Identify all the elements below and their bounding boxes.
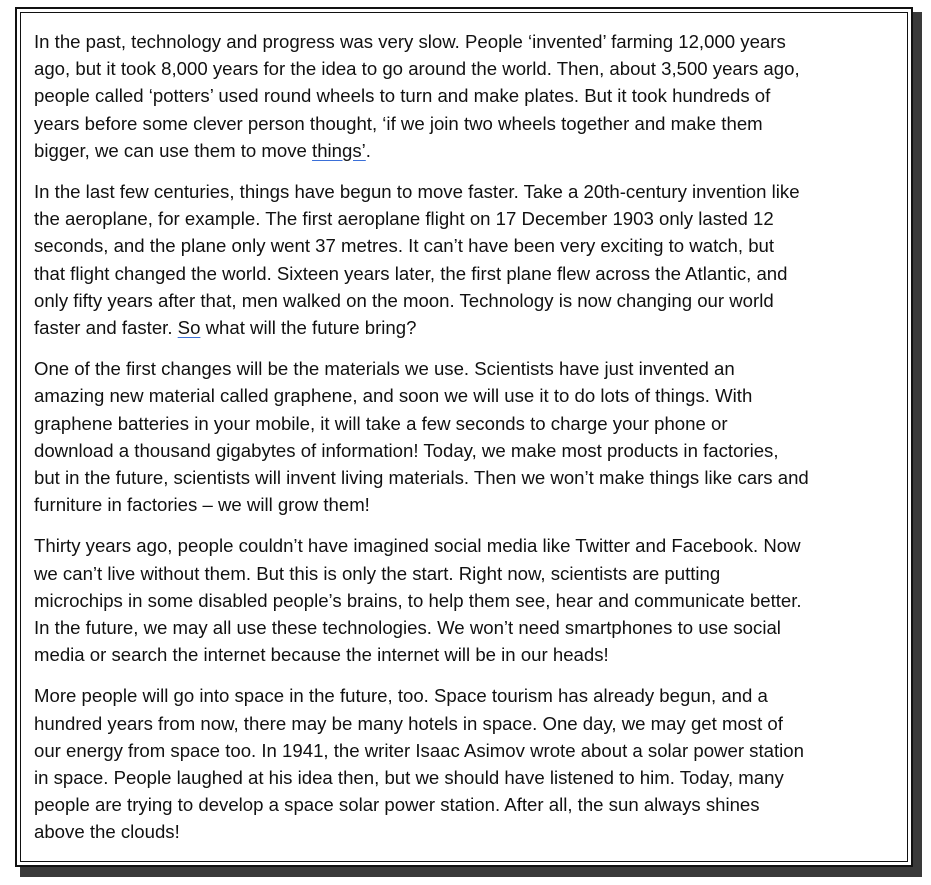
text-line: media or search the internet because the internet will be in our heads!	[34, 644, 609, 666]
text-line: we can’t live without them. But this is only the start. Right now, scientists are putting	[34, 562, 721, 584]
text-line: people called ‘potters’ used round wheels to turn and make plates. But it took hundreds of	[34, 85, 771, 107]
text-line: our energy from space too. In 1941, the writer Isaac Asimov wrote about a solar power station	[34, 739, 804, 761]
paragraph-1	[34, 28, 902, 164]
text-line	[34, 137, 902, 164]
text-line: In the future, we may all use these technologies. We won’t need smartphones to use social	[34, 617, 781, 639]
text-segment: .	[365, 139, 371, 161]
spellcheck-marked-word[interactable]: things’	[312, 139, 366, 161]
text-line: that flight changed the world. Sixteen years later, the first plane flew across the Atlantic, and	[34, 262, 788, 284]
text-line	[34, 314, 902, 341]
text-line: only fifty years after that, men walked on the moon. Technology is now changing our world	[34, 289, 774, 311]
text-line: in space. People laughed at his idea then, but we should have listened to him. Today, many	[34, 767, 784, 789]
text-line: More people will go into space in the future, too. Space tourism has already begun, and a	[34, 685, 768, 707]
text-line: hundred years from now, there may be many hotels in space. One day, we may get most of	[34, 712, 783, 734]
text-line: One of the first changes will be the materials we use. Scientists have just invented an	[34, 358, 735, 380]
text-segment: what will the future bring?	[200, 317, 417, 339]
text-box-frame	[15, 7, 913, 867]
text-segment: bigger, we can use them to move	[34, 139, 313, 161]
paragraph-5	[34, 682, 902, 845]
spellcheck-marked-word[interactable]: So	[177, 317, 201, 339]
text-line: seconds, and the plane only went 37 metres. It can’t have been very exciting to watch, but	[34, 235, 775, 257]
text-line: furniture in factories – we will grow them!	[34, 494, 370, 516]
text-line: download a thousand gigabytes of information! Today, we make most products in factories,	[34, 439, 779, 461]
text-line: but in the future, scientists will invent living materials. Then we won’t make things like cars and	[34, 467, 809, 489]
text-line: In the last few centuries, things have begun to move faster. Take a 20th-century invention like	[34, 181, 800, 203]
text-line: graphene batteries in your mobile, it will take a few seconds to charge your phone or	[34, 412, 728, 434]
paragraph-3	[34, 355, 902, 518]
document-text[interactable]	[34, 28, 902, 860]
text-line: years before some clever person thought, ‘if we join two wheels together and make them	[34, 112, 763, 134]
paragraph-4	[34, 532, 902, 668]
text-line: ago, but it took 8,000 years for the idea to go around the world. Then, about 3,500 years ago,	[34, 58, 800, 80]
text-line: In the past, technology and progress was very slow. People ‘invented’ farming 12,000 years	[34, 31, 786, 52]
text-line: amazing new material called graphene, and soon we will use it to do lots of things. With	[34, 385, 753, 407]
text-line: microchips in some disabled people’s brains, to help them see, hear and communicate better.	[34, 589, 802, 611]
text-line: people are trying to develop a space solar power station. After all, the sun always shines	[34, 794, 760, 816]
text-line: Thirty years ago, people couldn’t have imagined social media like Twitter and Facebook. Now	[34, 535, 801, 557]
paragraph-2	[34, 178, 902, 341]
text-line: the aeroplane, for example. The first aeroplane flight on 17 December 1903 only lasted 12	[34, 208, 774, 230]
text-segment: faster and faster.	[34, 317, 178, 339]
text-line: above the clouds!	[34, 821, 180, 843]
